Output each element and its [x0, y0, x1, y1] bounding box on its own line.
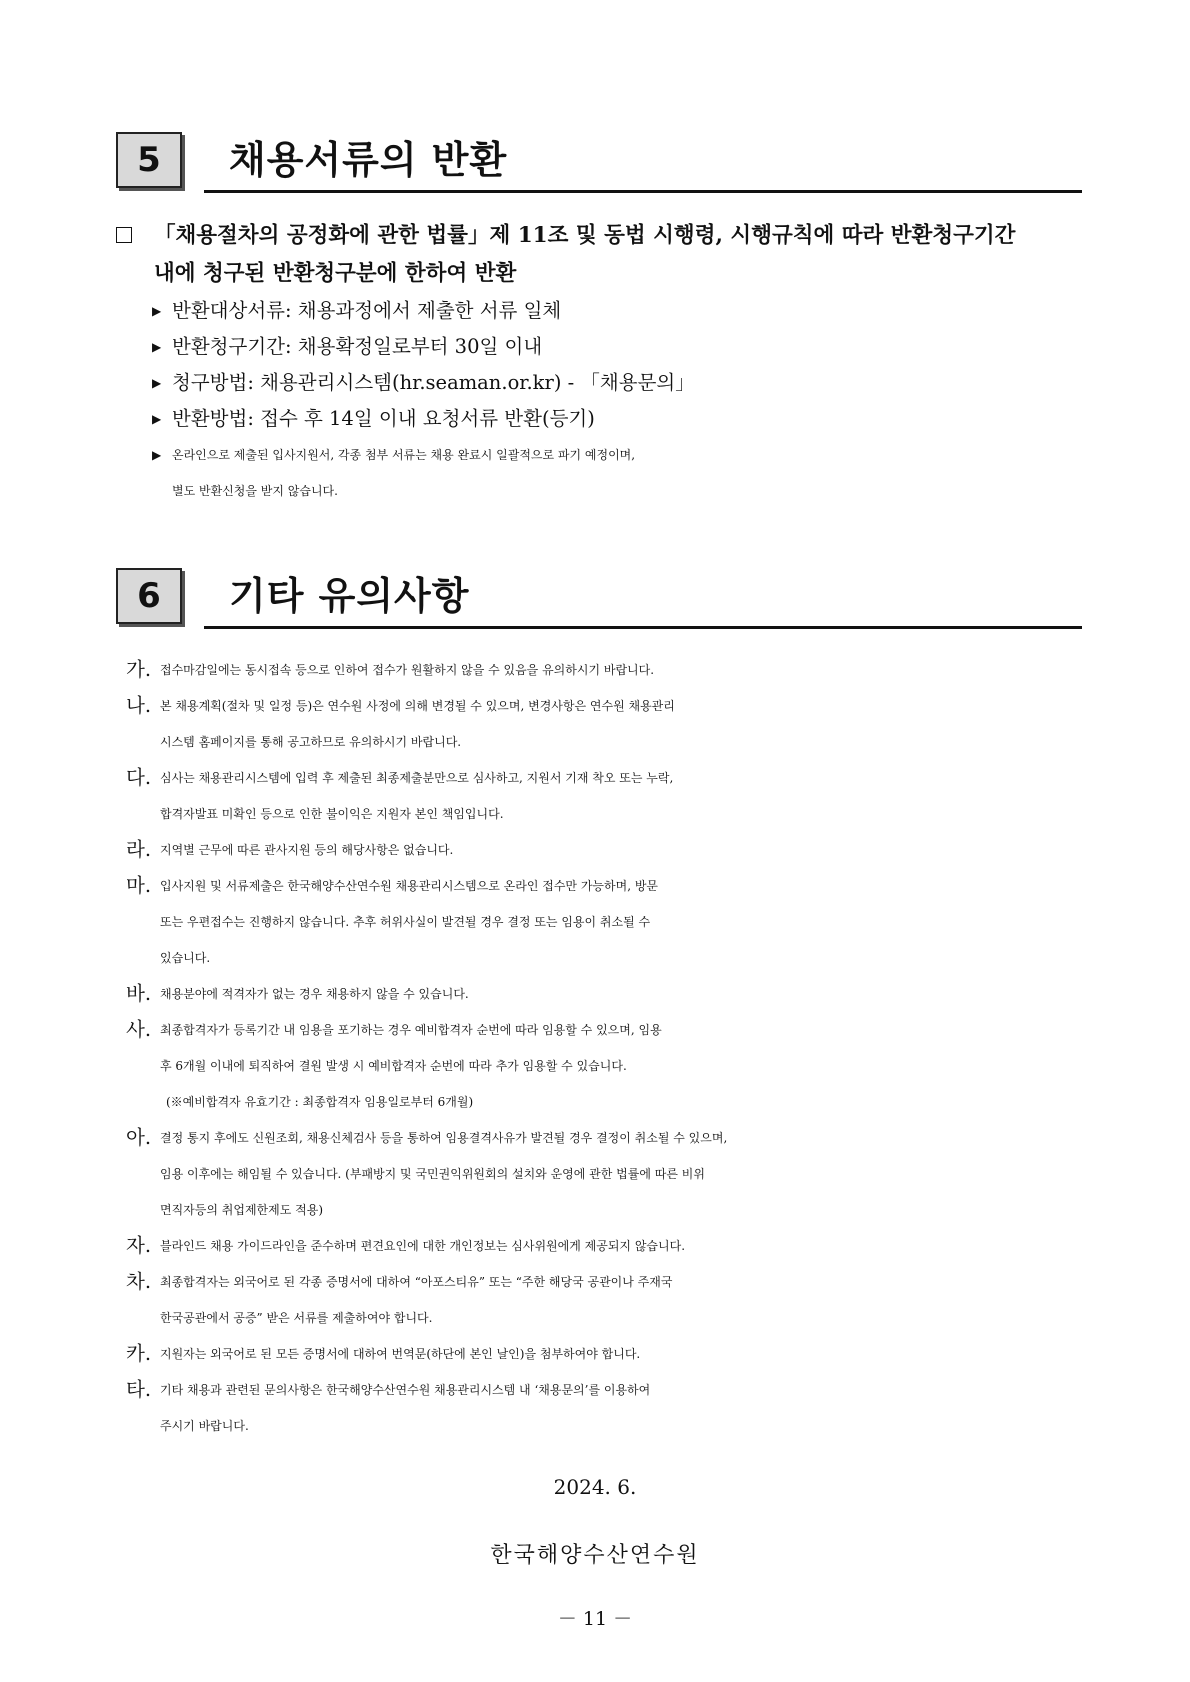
note-item — [126, 1372, 1086, 1444]
bullet-text: 온라인으로 제출된 입사지원서, 각종 첨부 서류는 채용 완료시 일괄적으로 파기 예정이며, — [172, 448, 636, 462]
triangle-bullet-icon: ▶ — [152, 376, 162, 390]
note-item — [126, 868, 1086, 976]
triangle-bullet-icon: ▶ — [152, 340, 162, 354]
note-marker: 마. — [126, 874, 152, 897]
note-text: 본 채용계획(절차 및 일정 등)은 연수원 사정에 의해 변경될 수 있으며, 변경사항은 연수원 채용관리 — [160, 699, 675, 713]
page-number: － 11 － — [557, 1608, 633, 1630]
note-item — [126, 1264, 1086, 1336]
triangle-bullet-icon: ▶ — [152, 304, 162, 318]
note-item — [126, 688, 1086, 760]
note-text: 최종합격자가 등록기간 내 임용을 포기하는 경우 예비합격자 순번에 따라 임용할 수 있으며, 임용 — [160, 1023, 662, 1037]
note-text: 결정 통지 후에도 신원조회, 채용신체검사 등을 통하여 임용결격사유가 발견될 경우 결정이 취소될 수 있으며, — [160, 1131, 728, 1145]
note-text: 채용분야에 적격자가 없는 경우 채용하지 않을 수 있습니다. — [160, 987, 469, 1001]
note-text: 또는 우편접수는 진행하지 않습니다. 추후 허위사실이 발견될 경우 결정 또는 임용이 취소될 수 — [160, 915, 651, 929]
note-item — [126, 1336, 1086, 1372]
note-marker: 카. — [126, 1342, 152, 1365]
note-marker: 차. — [126, 1270, 152, 1293]
bullet-text: 반환방법: 접수 후 14일 이내 요청서류 반환(등기) — [172, 407, 595, 430]
note-text: 기타 채용과 관련된 문의사항은 한국해양수산연수원 채용관리시스템 내 ‘채용문의’를 이용하여 — [160, 1383, 651, 1397]
note-marker: 바. — [126, 982, 152, 1005]
bullet-text: 반환대상서류: 채용과정에서 제출한 서류 일체 — [172, 299, 562, 322]
note-text: 있습니다. — [160, 951, 211, 965]
note-text: 접수마감일에는 동시접속 등으로 인하여 접수가 원활하지 않을 수 있음을 유의하시기 바랍니다. — [160, 663, 655, 677]
note-item — [126, 1228, 1086, 1264]
section-title: 채용서류의 반환 — [229, 138, 508, 182]
note-marker: 사. — [126, 1018, 152, 1041]
note-text: 주시기 바랍니다. — [160, 1419, 249, 1433]
note-marker: 나. — [126, 694, 152, 717]
bullet-item — [152, 329, 1082, 365]
bullet-item — [152, 293, 1082, 329]
note-item — [126, 1012, 1086, 1120]
section-6-notes-list — [126, 652, 1086, 1444]
note-text: 면직자등의 취업제한제도 적용) — [160, 1203, 324, 1217]
section-5-heading — [116, 132, 1082, 190]
section-5-lead — [116, 217, 1086, 293]
note-text: 지역별 근무에 따른 관사지원 등의 해당사항은 없습니다. — [160, 843, 454, 857]
section-number: 6 — [116, 568, 182, 624]
checkbox-square-icon — [116, 227, 132, 243]
section-underline — [204, 190, 1082, 193]
note-item — [126, 976, 1086, 1012]
note-text: 한국공관에서 공증” 받은 서류를 제출하여야 합니다. — [160, 1311, 433, 1325]
bullet-item — [152, 365, 1082, 401]
note-marker: 자. — [126, 1234, 152, 1257]
lead-line: 내에 청구된 반환청구분에 한하여 반환 — [154, 261, 517, 286]
note-subtext: (※예비합격자 유효기간 : 최종합격자 임용일로부터 6개월) — [166, 1095, 474, 1109]
note-marker: 아. — [126, 1126, 152, 1149]
section-number: 5 — [116, 132, 182, 188]
lead-line: 「채용절차의 공정화에 관한 법률」제 11조 및 동법 시행령, 시행규칙에 따라 반환청구기간 — [154, 223, 1016, 248]
note-item — [126, 760, 1086, 832]
note-item — [126, 832, 1086, 868]
note-item — [126, 652, 1086, 688]
organization-name: 한국해양수산연수원 — [490, 1543, 700, 1568]
bullet-text: 청구방법: 채용관리시스템(hr.seaman.or.kr) - 「채용문의」 — [172, 371, 695, 394]
bullet-text: 반환청구기간: 채용확정일로부터 30일 이내 — [172, 335, 543, 358]
note-marker: 다. — [126, 766, 152, 789]
note-marker: 가. — [126, 658, 152, 681]
note-text: 임용 이후에는 해임될 수 있습니다. (부패방지 및 국민권익위원회의 설치와 운영에 관한 법률에 따른 비위 — [160, 1167, 705, 1181]
note-text: 시스템 홈페이지를 통해 공고하므로 유의하시기 바랍니다. — [160, 735, 462, 749]
note-marker: 라. — [126, 838, 152, 861]
section-title: 기타 유의사항 — [229, 574, 470, 618]
note-text: 지원자는 외국어로 된 모든 증명서에 대하여 번역문(하단에 본인 날인)을 첨부하여야 합니다. — [160, 1347, 641, 1361]
note-text: 블라인드 채용 가이드라인을 준수하며 편견요인에 대한 개인정보는 심사위원에게 제공되지 않습니다. — [160, 1239, 686, 1253]
bullet-item — [152, 401, 1082, 437]
note-text: 입사지원 및 서류제출은 한국해양수산연수원 채용관리시스템으로 온라인 접수만 가능하며, 방문 — [160, 879, 659, 893]
bullet-text: 별도 반환신청을 받지 않습니다. — [172, 484, 338, 498]
triangle-bullet-icon: ▶ — [152, 448, 162, 462]
section-5-bullet-list — [152, 293, 1082, 509]
bullet-item — [152, 437, 1082, 509]
note-item — [126, 1120, 1086, 1228]
note-text: 후 6개월 이내에 퇴직하여 결원 발생 시 예비합격자 순번에 따라 추가 임용할 수 있습니다. — [160, 1059, 627, 1073]
note-marker: 타. — [126, 1378, 152, 1401]
note-text: 합격자발표 미확인 등으로 인한 불이익은 지원자 본인 책임입니다. — [160, 807, 504, 821]
triangle-bullet-icon: ▶ — [152, 412, 162, 426]
note-text: 심사는 채용관리시스템에 입력 후 제출된 최종제출분만으로 심사하고, 지원서 기재 착오 또는 누락, — [160, 771, 674, 785]
section-underline — [204, 626, 1082, 629]
section-6-heading — [116, 568, 1082, 626]
note-text: 최종합격자는 외국어로 된 각종 증명서에 대하여 “아포스티유” 또는 “주한 해당국 공관이나 주재국 — [160, 1275, 673, 1289]
document-date: 2024. 6. — [553, 1475, 637, 1499]
